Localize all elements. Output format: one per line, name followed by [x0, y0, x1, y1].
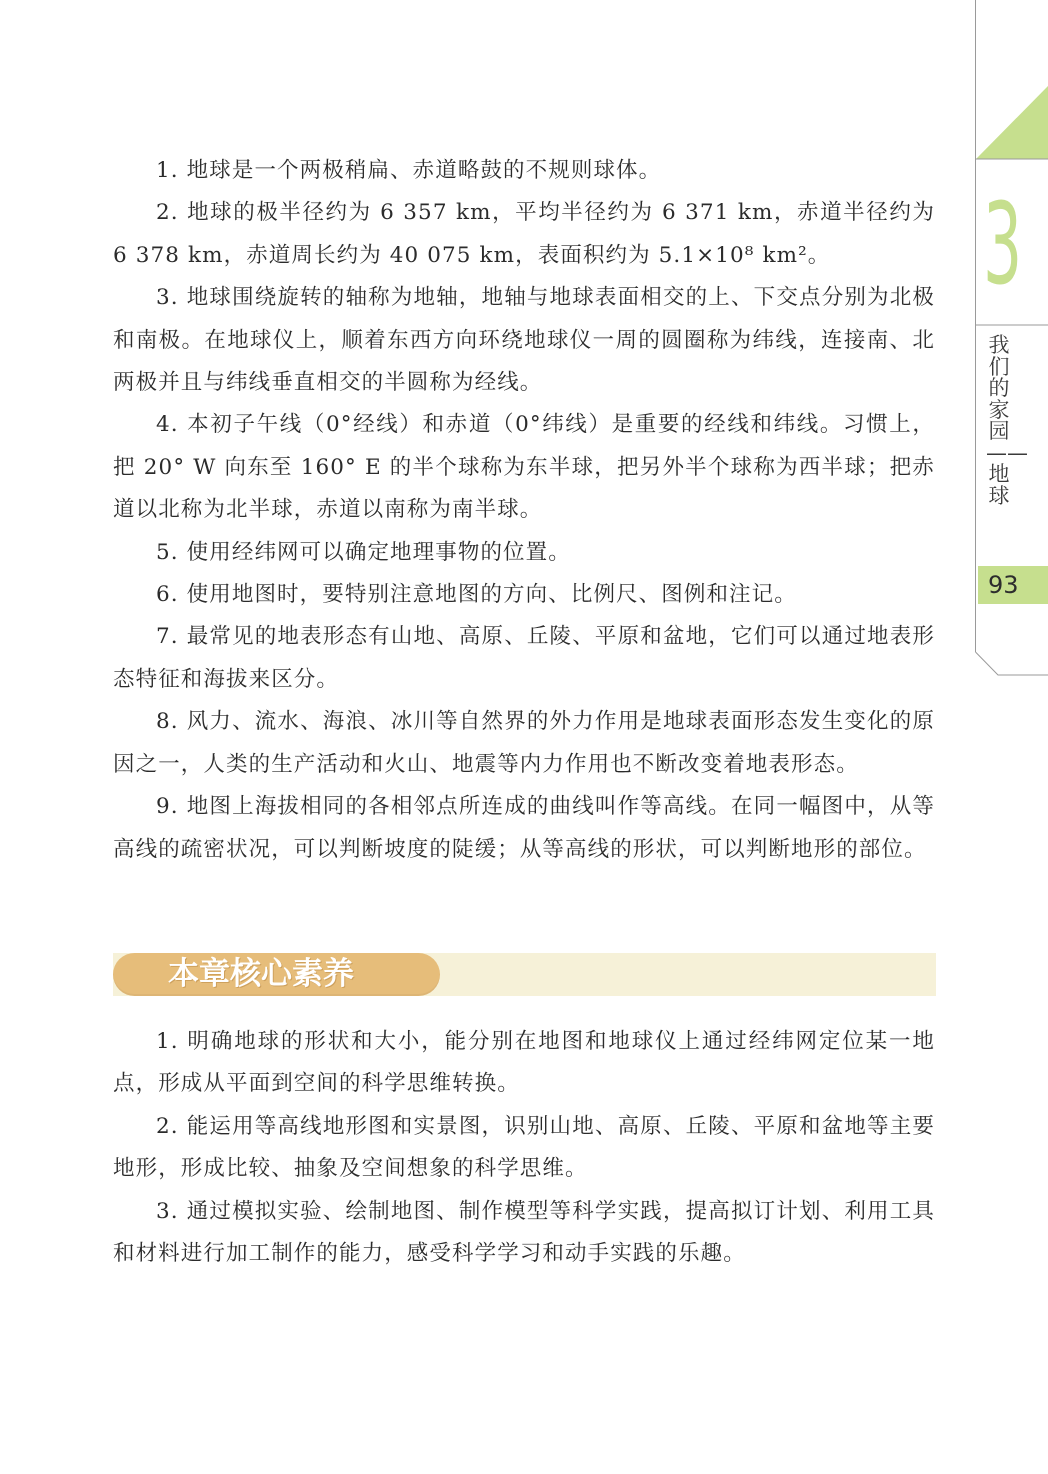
summary-item-7: 7. 最常见的地表形态有山地、高原、丘陵、平原和盆地，它们可以通过地表形态特征和海拔来区分。: [113, 624, 935, 692]
section-header: [113, 953, 936, 996]
summary-item-3: 3. 地球围绕旋转的轴称为地轴，地轴与地球表面相交的上、下交点分别为北极和南极。在地球仪上，顺着东西方向环绕地球仪一周的圆圈称为纬线，连接南、北两极并且与纬线垂直相交的半圆称为经线。: [113, 285, 935, 396]
tab-bottom-edge: [976, 652, 1048, 675]
summary-item-6: 6. 使用地图时，要特别注意地图的方向、比例尺、图例和注记。: [156, 582, 797, 608]
summary-item-2: 2. 地球的极半径约为 6 357 km，平均半径约为 6 371 km，赤道半径约为 6 378 km，赤道周长约为 40 075 km，表面积约为 5.1×10⁸ km²。: [113, 200, 935, 268]
core-competencies: [113, 1021, 935, 1275]
summary-item-8: 8. 风力、流水、海浪、冰川等自然界的外力作用是地球表面形态发生变化的原因之一，人类的生产活动和火山、地震等内力作用也不断改变着地表形态。: [113, 709, 935, 777]
section-title: 本章核心素养: [168, 956, 354, 992]
chapter-number: 3: [983, 180, 1023, 310]
chapter-title: 我们的家园——地球: [986, 333, 1028, 508]
page-number-badge: [978, 566, 1048, 604]
page-number: 93: [988, 571, 1019, 599]
corner-triangle: [976, 86, 1048, 159]
chapter-summary: [113, 150, 935, 871]
summary-item-4: 4. 本初子午线（0°经线）和赤道（0°纬线）是重要的经线和纬线。习惯上，把 20° W 向东至 160° E 的半个球称为东半球，把另外半个球称为西半球；把赤道以北称为北半球，赤道以南称为南半球。: [113, 412, 935, 523]
competency-item-2: 2. 能运用等高线地形图和实景图，识别山地、高原、丘陵、平原和盆地等主要地形，形成比较、抽象及空间想象的科学思维。: [113, 1113, 935, 1182]
competency-item-1: 1. 明确地球的形状和大小，能分别在地图和地球仪上通过经纬网定位某一地点，形成从平面到空间的科学思维转换。: [113, 1029, 935, 1097]
competency-item-3: 3. 通过模拟实验、绘制地图、制作模型等科学实践，提高拟订计划、利用工具和材料进行加工制作的能力，感受科学学习和动手实践的乐趣。: [113, 1198, 935, 1267]
summary-item-9: 9. 地图上海拔相同的各相邻点所连成的曲线叫作等高线。在同一幅图中，从等高线的疏密状况，可以判断坡度的陡缓；从等高线的形状，可以判断地形的部位。: [113, 794, 935, 862]
summary-item-5: 5. 使用经纬网可以确定地理事物的位置。: [156, 539, 571, 565]
summary-item-1: 1. 地球是一个两极稍扁、赤道略鼓的不规则球体。: [156, 158, 662, 183]
